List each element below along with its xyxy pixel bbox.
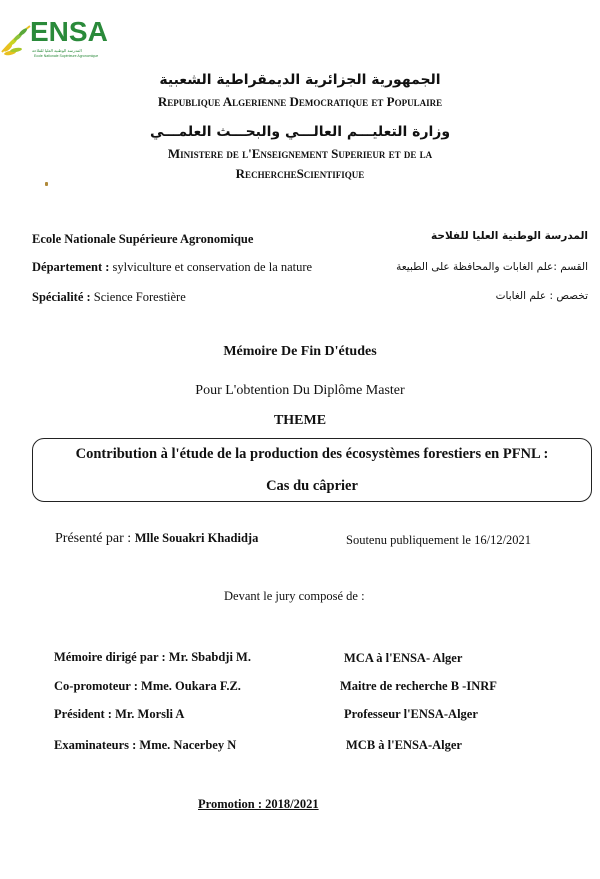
jury-member-title: Maitre de recherche B -INRF bbox=[340, 679, 497, 693]
logo-arabic-subtitle: المدرسة الوطنية العليا للفلاحة bbox=[32, 48, 82, 53]
logo-french-subtitle: Ecole Nationale Supérieure Agronomique bbox=[34, 54, 99, 58]
speciality-value: Science Forestière bbox=[93, 290, 186, 304]
jury-member-role: Mémoire dirigé par : Mr. Sbabdji M. bbox=[54, 650, 251, 664]
presented-line bbox=[55, 531, 258, 547]
ministry-heading-line2: RechercheScientifique bbox=[235, 166, 365, 181]
school-name-fr: Ecole Nationale Supérieure Agronomique bbox=[32, 232, 254, 246]
jury-member-role: Examinateurs : Mme. Nacerbey N bbox=[54, 738, 237, 752]
jury-member-title: MCA à l'ENSA- Alger bbox=[344, 651, 463, 665]
speciality-label: Spécialité : bbox=[32, 290, 91, 304]
department-value: sylviculture et conservation de la nature bbox=[112, 260, 313, 274]
jury-member-role: Co-promoteur : Mme. Oukara F.Z. bbox=[54, 679, 241, 693]
diploma-line: Pour L'obtention Du Diplôme Master bbox=[195, 383, 405, 398]
jury-intro: Devant le jury composé de : bbox=[224, 589, 365, 603]
school-name-ar: المدرسة الوطنية العليا للفلاحة bbox=[431, 230, 588, 242]
arabic-republic-heading: الجمهورية الجزائرية الديمقراطية الشعبية bbox=[159, 72, 441, 88]
department-ar: القسم :علم الغابات والمحافظة على الطبيعة bbox=[396, 261, 588, 273]
ministry-heading-line1: Ministere de l'Enseignement Superieur et de la bbox=[167, 146, 433, 161]
ensa-logo bbox=[0, 8, 110, 58]
theme-title-line2: Cas du câprier bbox=[266, 478, 358, 494]
student-name: Mlle Souakri Khadidja bbox=[134, 531, 259, 545]
theme-title-line1: Contribution à l'étude de la production des écosystèmes forestiers en PFNL : bbox=[75, 446, 549, 462]
presented-label: Présenté par : bbox=[55, 531, 132, 546]
speciality-line bbox=[32, 290, 186, 305]
memoire-title: Mémoire De Fin D'études bbox=[223, 344, 377, 359]
theme-label: THEME bbox=[273, 413, 327, 428]
jury-member-role: Président : Mr. Morsli A bbox=[54, 707, 185, 721]
department-label: Département : bbox=[32, 260, 110, 274]
jury-member-title: MCB à l'ENSA-Alger bbox=[346, 738, 462, 752]
republic-heading: Republique Algerienne Democratique et Populaire bbox=[157, 94, 443, 109]
speciality-ar: تخصص : علم الغابات bbox=[495, 290, 588, 302]
jury-member-title: Professeur l'ENSA-Alger bbox=[344, 707, 478, 721]
arabic-ministry-heading: وزارة التعليـــم العالـــي والبحـــث العلمـــي bbox=[149, 124, 451, 140]
paper-speck bbox=[45, 182, 48, 186]
department-line bbox=[32, 260, 312, 275]
logo-wordmark: ENSA bbox=[30, 16, 108, 47]
defense-date: Soutenu publiquement le 16/12/2021 bbox=[346, 533, 532, 547]
promotion-line: Promotion : 2018/2021 bbox=[198, 797, 319, 811]
